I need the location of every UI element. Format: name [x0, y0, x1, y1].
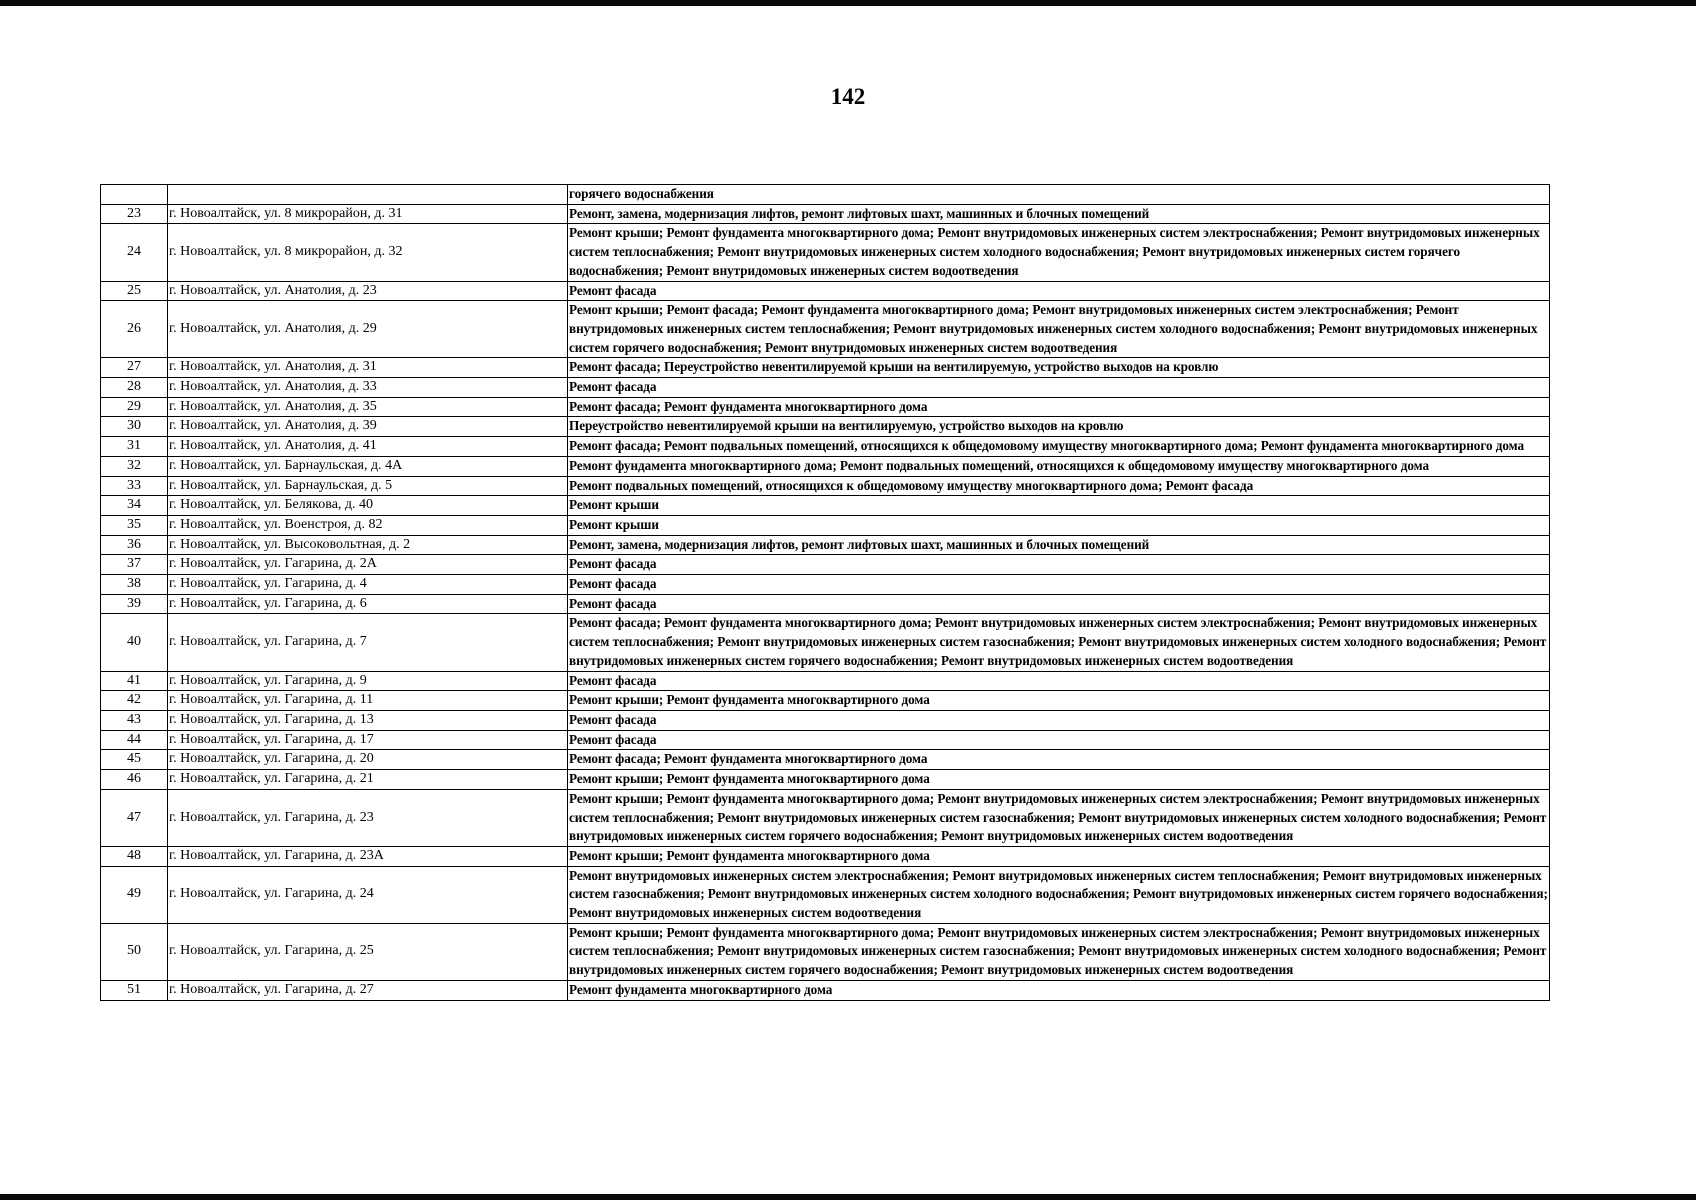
table-row [101, 301, 1550, 358]
address-cell: г. Новоалтайск, ул. Гагарина, д. 4 [168, 575, 568, 595]
works-cell: Ремонт фасада [568, 555, 1550, 575]
table-row [101, 535, 1550, 555]
works-cell: Ремонт внутридомовых инженерных систем электроснабжения; Ремонт внутридомовых инженерных систем теплоснабжения; Ремонт внутридомовых инженерных систем газоснабжения; Ремонт внутридомовых инженерных систем холодного водоснабжения; Ремонт внутридомовых инженерных систем горячего водоснабжения; Ремонт внутридомовых инженерных систем водоотведения [568, 866, 1550, 923]
row-number-cell: 51 [101, 980, 168, 1000]
table-row [101, 204, 1550, 224]
works-cell: Ремонт фасада [568, 671, 1550, 691]
scan-edge-top [0, 0, 1696, 6]
address-cell [168, 185, 568, 205]
works-cell: Ремонт фундамента многоквартирного дома; Ремонт подвальных помещений, относящихся к общедомовому имуществу многоквартирного дома [568, 456, 1550, 476]
address-cell: г. Новоалтайск, ул. Гагарина, д. 25 [168, 923, 568, 980]
address-cell: г. Новоалтайск, ул. Барнаульская, д. 4А [168, 456, 568, 476]
row-number-cell: 28 [101, 378, 168, 398]
address-cell: г. Новоалтайск, ул. Барнаульская, д. 5 [168, 476, 568, 496]
address-cell: г. Новоалтайск, ул. Высоковольтная, д. 2 [168, 535, 568, 555]
row-number-cell: 45 [101, 750, 168, 770]
address-cell: г. Новоалтайск, ул. Гагарина, д. 20 [168, 750, 568, 770]
row-number-cell: 49 [101, 866, 168, 923]
row-number-cell: 48 [101, 846, 168, 866]
works-cell: Ремонт крыши [568, 515, 1550, 535]
works-cell: Ремонт фундамента многоквартирного дома [568, 980, 1550, 1000]
works-cell: Ремонт фасада [568, 710, 1550, 730]
table-row [101, 555, 1550, 575]
table-row [101, 456, 1550, 476]
repair-registry-table [100, 184, 1550, 1001]
address-cell: г. Новоалтайск, ул. Белякова, д. 40 [168, 496, 568, 516]
address-cell: г. Новоалтайск, ул. Гагарина, д. 2А [168, 555, 568, 575]
table-row [101, 281, 1550, 301]
row-number-cell: 35 [101, 515, 168, 535]
row-number-cell: 46 [101, 770, 168, 790]
row-number-cell: 30 [101, 417, 168, 437]
row-number-cell: 41 [101, 671, 168, 691]
row-number-cell: 50 [101, 923, 168, 980]
works-cell: горячего водоснабжения [568, 185, 1550, 205]
table-row [101, 496, 1550, 516]
table-row [101, 575, 1550, 595]
works-cell: Ремонт крыши; Ремонт фундамента многоквартирного дома [568, 691, 1550, 711]
address-cell: г. Новоалтайск, ул. Гагарина, д. 9 [168, 671, 568, 691]
row-number-cell: 40 [101, 614, 168, 671]
address-cell: г. Новоалтайск, ул. Военстроя, д. 82 [168, 515, 568, 535]
table-row [101, 730, 1550, 750]
address-cell: г. Новоалтайск, ул. Гагарина, д. 23А [168, 846, 568, 866]
row-number-cell: 43 [101, 710, 168, 730]
works-cell: Ремонт фасада [568, 730, 1550, 750]
works-cell: Ремонт крыши; Ремонт фундамента многоквартирного дома [568, 770, 1550, 790]
address-cell: г. Новоалтайск, ул. Гагарина, д. 6 [168, 594, 568, 614]
table-row [101, 671, 1550, 691]
address-cell: г. Новоалтайск, ул. Гагарина, д. 11 [168, 691, 568, 711]
works-cell: Ремонт фасада; Ремонт фундамента многоквартирного дома; Ремонт внутридомовых инженерных систем электроснабжения; Ремонт внутридомовых инженерных систем теплоснабжения; Ремонт внутридомовых инженерных систем газоснабжения; Ремонт внутридомовых инженерных систем холодного водоснабжения; Ремонт внутридомовых инженерных систем горячего водоснабжения; Ремонт внутридомовых инженерных систем водоотведения [568, 614, 1550, 671]
row-number-cell: 23 [101, 204, 168, 224]
row-number-cell: 32 [101, 456, 168, 476]
table-row [101, 770, 1550, 790]
row-number-cell: 27 [101, 358, 168, 378]
address-cell: г. Новоалтайск, ул. Гагарина, д. 27 [168, 980, 568, 1000]
table-row [101, 710, 1550, 730]
works-cell: Ремонт фасада [568, 281, 1550, 301]
works-cell: Ремонт крыши; Ремонт фасада; Ремонт фундамента многоквартирного дома; Ремонт внутридомовых инженерных систем электроснабжения; Ремонт внутридомовых инженерных систем теплоснабжения; Ремонт внутридомовых инженерных систем холодного водоснабжения; Ремонт внутридомовых инженерных систем горячего водоснабжения; Ремонт внутридомовых инженерных систем водоотведения [568, 301, 1550, 358]
row-number-cell: 38 [101, 575, 168, 595]
table-row [101, 397, 1550, 417]
works-cell: Ремонт фасада [568, 575, 1550, 595]
works-cell: Ремонт подвальных помещений, относящихся к общедомовому имуществу многоквартирного дома; Ремонт фасада [568, 476, 1550, 496]
row-number-cell: 44 [101, 730, 168, 750]
address-cell: г. Новоалтайск, ул. Анатолия, д. 41 [168, 437, 568, 457]
row-number-cell: 37 [101, 555, 168, 575]
address-cell: г. Новоалтайск, ул. Анатолия, д. 33 [168, 378, 568, 398]
table-row [101, 691, 1550, 711]
works-cell: Ремонт фасада; Переустройство невентилируемой крыши на вентилируемую, устройство выходов на кровлю [568, 358, 1550, 378]
row-number-cell: 29 [101, 397, 168, 417]
row-number-cell: 47 [101, 789, 168, 846]
works-cell: Ремонт фасада; Ремонт фундамента многоквартирного дома [568, 750, 1550, 770]
address-cell: г. Новоалтайск, ул. Анатолия, д. 23 [168, 281, 568, 301]
table-row [101, 378, 1550, 398]
address-cell: г. Новоалтайск, ул. Анатолия, д. 31 [168, 358, 568, 378]
row-number-cell: 34 [101, 496, 168, 516]
table-row [101, 185, 1550, 205]
table-row [101, 515, 1550, 535]
table-row [101, 224, 1550, 281]
works-cell: Ремонт крыши; Ремонт фундамента многоквартирного дома; Ремонт внутридомовых инженерных систем электроснабжения; Ремонт внутридомовых инженерных систем теплоснабжения; Ремонт внутридомовых инженерных систем холодного водоснабжения; Ремонт внутридомовых инженерных систем горячего водоснабжения; Ремонт внутридомовых инженерных систем водоотведения [568, 224, 1550, 281]
works-cell: Ремонт фасада [568, 594, 1550, 614]
scan-edge-bottom [0, 1194, 1696, 1200]
works-cell: Ремонт фасада; Ремонт фундамента многоквартирного дома [568, 397, 1550, 417]
row-number-cell: 31 [101, 437, 168, 457]
row-number-cell: 26 [101, 301, 168, 358]
address-cell: г. Новоалтайск, ул. Гагарина, д. 17 [168, 730, 568, 750]
address-cell: г. Новоалтайск, ул. Гагарина, д. 23 [168, 789, 568, 846]
works-cell: Переустройство невентилируемой крыши на вентилируемую, устройство выходов на кровлю [568, 417, 1550, 437]
address-cell: г. Новоалтайск, ул. Гагарина, д. 7 [168, 614, 568, 671]
table-row [101, 358, 1550, 378]
row-number-cell: 25 [101, 281, 168, 301]
works-cell: Ремонт крыши; Ремонт фундамента многоквартирного дома [568, 846, 1550, 866]
table-row [101, 846, 1550, 866]
address-cell: г. Новоалтайск, ул. 8 микрорайон, д. 32 [168, 224, 568, 281]
table-row [101, 789, 1550, 846]
address-cell: г. Новоалтайск, ул. Анатолия, д. 39 [168, 417, 568, 437]
works-cell: Ремонт крыши; Ремонт фундамента многоквартирного дома; Ремонт внутридомовых инженерных систем электроснабжения; Ремонт внутридомовых инженерных систем теплоснабжения; Ремонт внутридомовых инженерных систем газоснабжения; Ремонт внутридомовых инженерных систем холодного водоснабжения; Ремонт внутридомовых инженерных систем горячего водоснабжения; Ремонт внутридомовых инженерных систем водоотведения [568, 789, 1550, 846]
address-cell: г. Новоалтайск, ул. Гагарина, д. 13 [168, 710, 568, 730]
works-cell: Ремонт крыши; Ремонт фундамента многоквартирного дома; Ремонт внутридомовых инженерных систем электроснабжения; Ремонт внутридомовых инженерных систем теплоснабжения; Ремонт внутридомовых инженерных систем газоснабжения; Ремонт внутридомовых инженерных систем холодного водоснабжения; Ремонт внутридомовых инженерных систем горячего водоснабжения; Ремонт внутридомовых инженерных систем водоотведения [568, 923, 1550, 980]
row-number-cell: 24 [101, 224, 168, 281]
table-row [101, 594, 1550, 614]
table-row [101, 750, 1550, 770]
works-cell: Ремонт фасада; Ремонт подвальных помещений, относящихся к общедомовому имуществу многоквартирного дома; Ремонт фундамента многоквартирного дома [568, 437, 1550, 457]
row-number-cell: 36 [101, 535, 168, 555]
table-row [101, 417, 1550, 437]
works-cell: Ремонт, замена, модернизация лифтов, ремонт лифтовых шахт, машинных и блочных помещений [568, 535, 1550, 555]
works-cell: Ремонт, замена, модернизация лифтов, ремонт лифтовых шахт, машинных и блочных помещений [568, 204, 1550, 224]
address-cell: г. Новоалтайск, ул. 8 микрорайон, д. 31 [168, 204, 568, 224]
works-cell: Ремонт фасада [568, 378, 1550, 398]
row-number-cell: 39 [101, 594, 168, 614]
address-cell: г. Новоалтайск, ул. Анатолия, д. 29 [168, 301, 568, 358]
row-number-cell: 42 [101, 691, 168, 711]
table-row [101, 476, 1550, 496]
address-cell: г. Новоалтайск, ул. Гагарина, д. 24 [168, 866, 568, 923]
works-cell: Ремонт крыши [568, 496, 1550, 516]
table-row [101, 614, 1550, 671]
row-number-cell [101, 185, 168, 205]
table-row [101, 437, 1550, 457]
table-row [101, 980, 1550, 1000]
address-cell: г. Новоалтайск, ул. Анатолия, д. 35 [168, 397, 568, 417]
page-number: 142 [830, 84, 866, 109]
table-row [101, 866, 1550, 923]
table-body [101, 185, 1550, 1001]
row-number-cell: 33 [101, 476, 168, 496]
address-cell: г. Новоалтайск, ул. Гагарина, д. 21 [168, 770, 568, 790]
table-row [101, 923, 1550, 980]
